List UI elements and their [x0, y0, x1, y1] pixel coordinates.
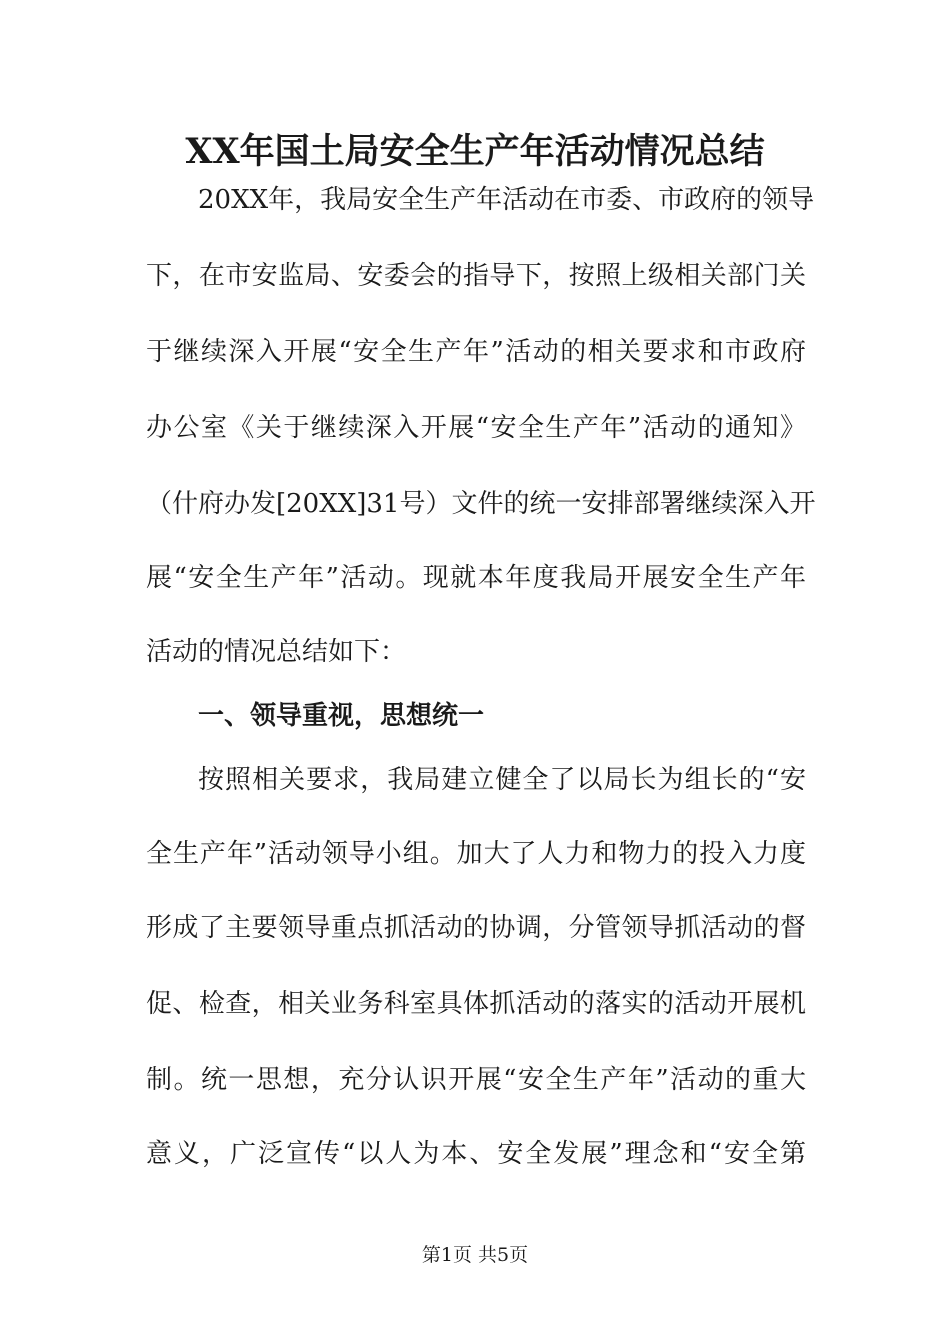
paragraph-line: 意义，广泛宣传“以人为本、安全发展”理念和“安全第 [146, 1139, 806, 1169]
section-heading: 一、领导重视，思想统一 [198, 701, 485, 731]
paragraph-line: 促、检查，相关业务科室具体抓活动的落实的活动开展机 [146, 989, 806, 1019]
paragraph-line: （什府办发[20XX]31号）文件的统一安排部署继续深入开 [146, 489, 816, 519]
paragraph-line: 全生产年”活动领导小组。加大了人力和物力的投入力度 [146, 839, 806, 869]
paragraph-line: 活动的情况总结如下： [146, 637, 407, 667]
page-number-footer: 第1页 共5页 [421, 1244, 529, 1266]
paragraph-line: 20XX年，我局安全生产年活动在市委、市政府的领导 [198, 185, 815, 215]
paragraph-line: 按照相关要求，我局建立健全了以局长为组长的“安 [198, 765, 806, 795]
paragraph-line: 展“安全生产年”活动。现就本年度我局开展安全生产年 [146, 563, 806, 593]
paragraph-line: 办公室《关于继续深入开展“安全生产年”活动的通知》 [146, 413, 806, 443]
paragraph-line: 下，在市安监局、安委会的指导下，按照上级相关部门关 [146, 261, 806, 291]
paragraph-line: 于继续深入开展“安全生产年”活动的相关要求和市政府 [146, 337, 806, 367]
document-title: XX年国土局安全生产年活动情况总结 [185, 131, 765, 172]
paragraph-line: 制。统一思想，充分认识开展“安全生产年”活动的重大 [146, 1065, 806, 1095]
paragraph-line: 形成了主要领导重点抓活动的协调，分管领导抓活动的督 [146, 913, 806, 943]
